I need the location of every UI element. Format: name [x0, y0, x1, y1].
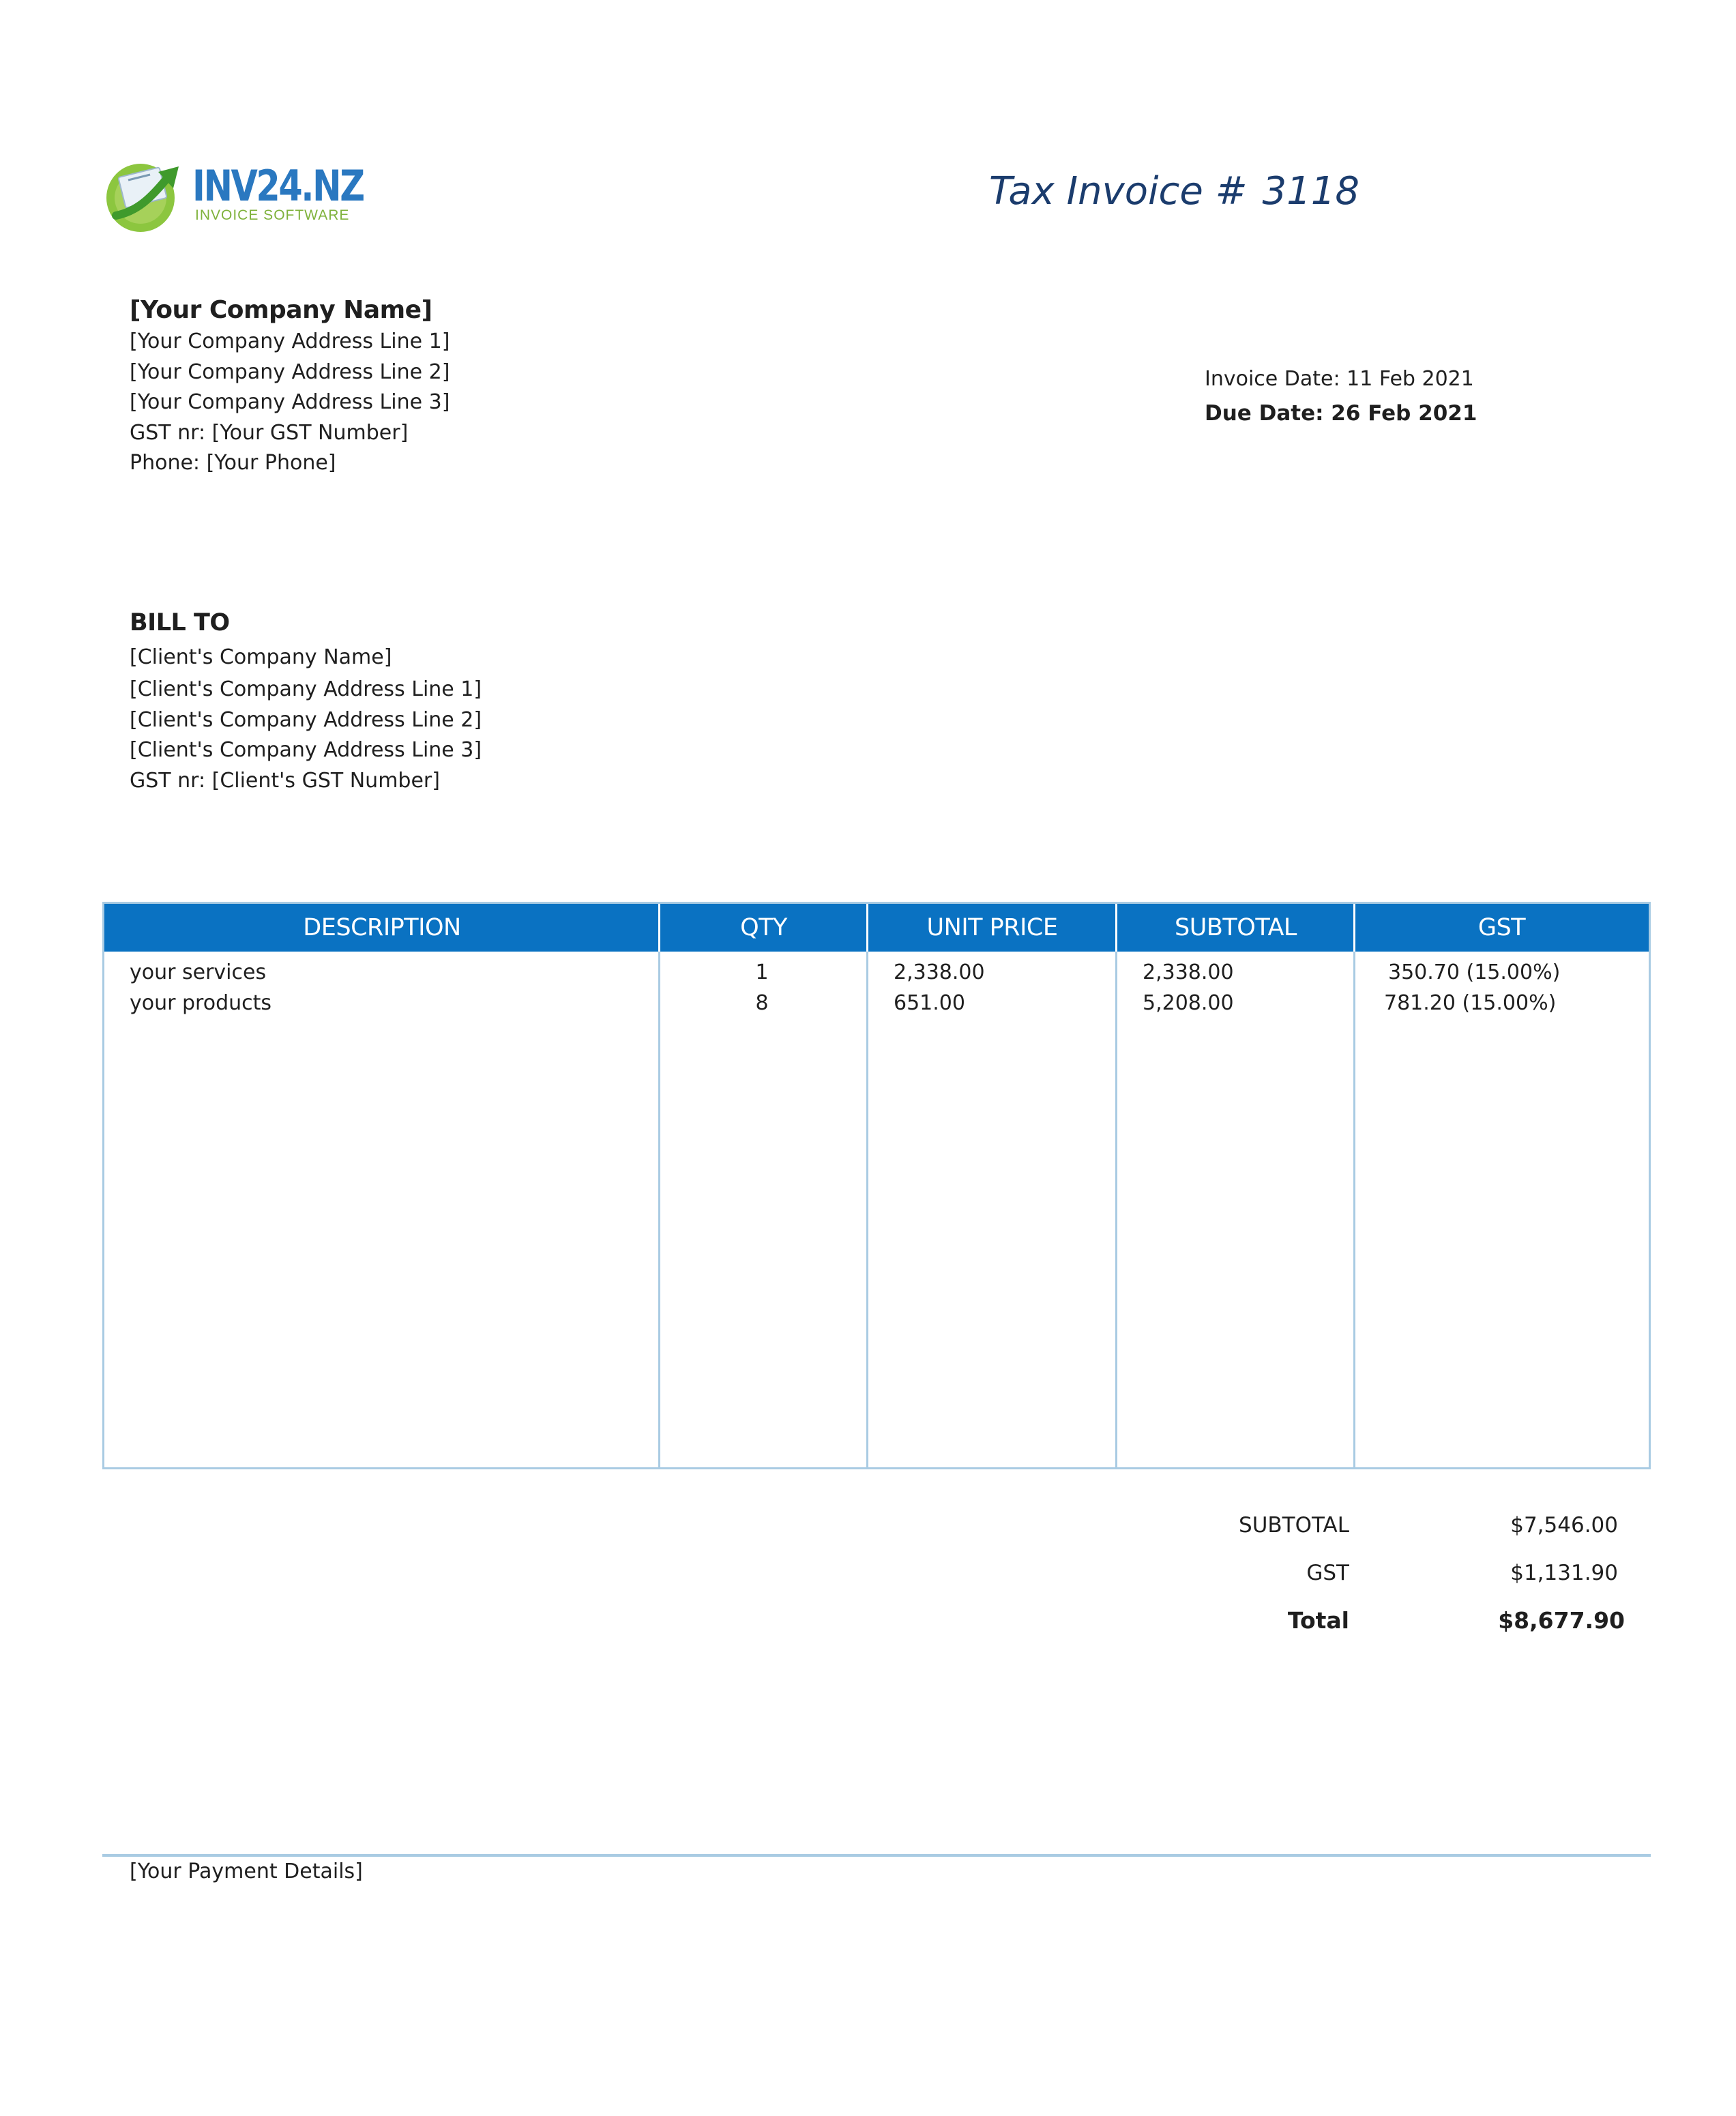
- header-divider: [1115, 904, 1117, 952]
- logo-wordmark: INV24.NZ: [192, 161, 364, 211]
- table-header: [104, 904, 1649, 952]
- company-block: [130, 293, 450, 479]
- cell-description: your products: [130, 991, 272, 1015]
- logo-tagline: INVOICE SOFTWARE: [195, 207, 350, 223]
- items-table: [102, 902, 1651, 1469]
- header-description: DESCRIPTION: [303, 914, 461, 941]
- client-name: [Client's Company Name]: [130, 645, 392, 669]
- due-date: Due Date: 26 Feb 2021: [1205, 400, 1477, 426]
- invoice-title: [989, 169, 1359, 214]
- bill-to-heading: BILL TO: [130, 609, 230, 636]
- header-gst: GST: [1477, 914, 1526, 941]
- cell-subtotal: 5,208.00: [1143, 991, 1234, 1015]
- subtotal-value: $7,546.00: [1510, 1513, 1618, 1538]
- total-label: Total: [1287, 1607, 1349, 1634]
- invoice-number: 3118: [1262, 169, 1360, 214]
- logo-emblem-icon: [102, 157, 191, 233]
- cell-subtotal: 2,338.00: [1143, 960, 1234, 984]
- company-address-line-2: [Your Company Address Line 2]: [130, 359, 450, 384]
- table-body: [104, 957, 1649, 1018]
- company-gst: GST nr: [Your GST Number]: [130, 420, 409, 445]
- cell-unit-price: 2,338.00: [894, 960, 985, 984]
- cell-qty: 1: [755, 960, 769, 984]
- subtotal-label: SUBTOTAL: [1239, 1513, 1349, 1538]
- table-row: [104, 988, 1649, 1018]
- cell-unit-price: 651.00: [894, 991, 965, 1015]
- client-address-line-3: [Client's Company Address Line 3]: [130, 738, 482, 763]
- client-address-line-2: [Client's Company Address Line 2]: [130, 707, 482, 732]
- invoice-date: Invoice Date: 11 Feb 2021: [1205, 367, 1474, 391]
- bill-to-block: [130, 606, 482, 796]
- header-subtotal: SUBTOTAL: [1175, 914, 1297, 941]
- cell-gst: 781.20 (15.00%): [1384, 991, 1557, 1015]
- client-address-line-1: [Client's Company Address Line 1]: [130, 677, 482, 701]
- invoice-title-label: Tax Invoice #: [989, 169, 1248, 214]
- cell-gst: 350.70 (15.00%): [1388, 960, 1561, 984]
- table-row: [104, 957, 1649, 988]
- header-divider: [1353, 904, 1355, 952]
- header-divider: [658, 904, 660, 952]
- gst-total-value: $1,131.90: [1510, 1561, 1618, 1585]
- invoice-dates: [1205, 364, 1477, 432]
- payment-details: [Your Payment Details]: [130, 1860, 363, 1883]
- company-logo: [102, 151, 364, 233]
- header-unit-price: UNIT PRICE: [926, 914, 1058, 941]
- company-address-line-1: [Your Company Address Line 1]: [130, 329, 450, 353]
- company-phone: Phone: [Your Phone]: [130, 451, 336, 475]
- company-address-line-3: [Your Company Address Line 3]: [130, 390, 450, 415]
- cell-qty: 8: [755, 991, 769, 1015]
- cell-description: your services: [130, 960, 267, 984]
- company-name: [Your Company Name]: [130, 296, 432, 324]
- header-qty: QTY: [740, 914, 787, 941]
- client-gst: GST nr: [Client's GST Number]: [130, 768, 440, 793]
- total-value: $8,677.90: [1498, 1607, 1625, 1634]
- header-divider: [866, 904, 868, 952]
- gst-total-label: GST: [1306, 1561, 1349, 1585]
